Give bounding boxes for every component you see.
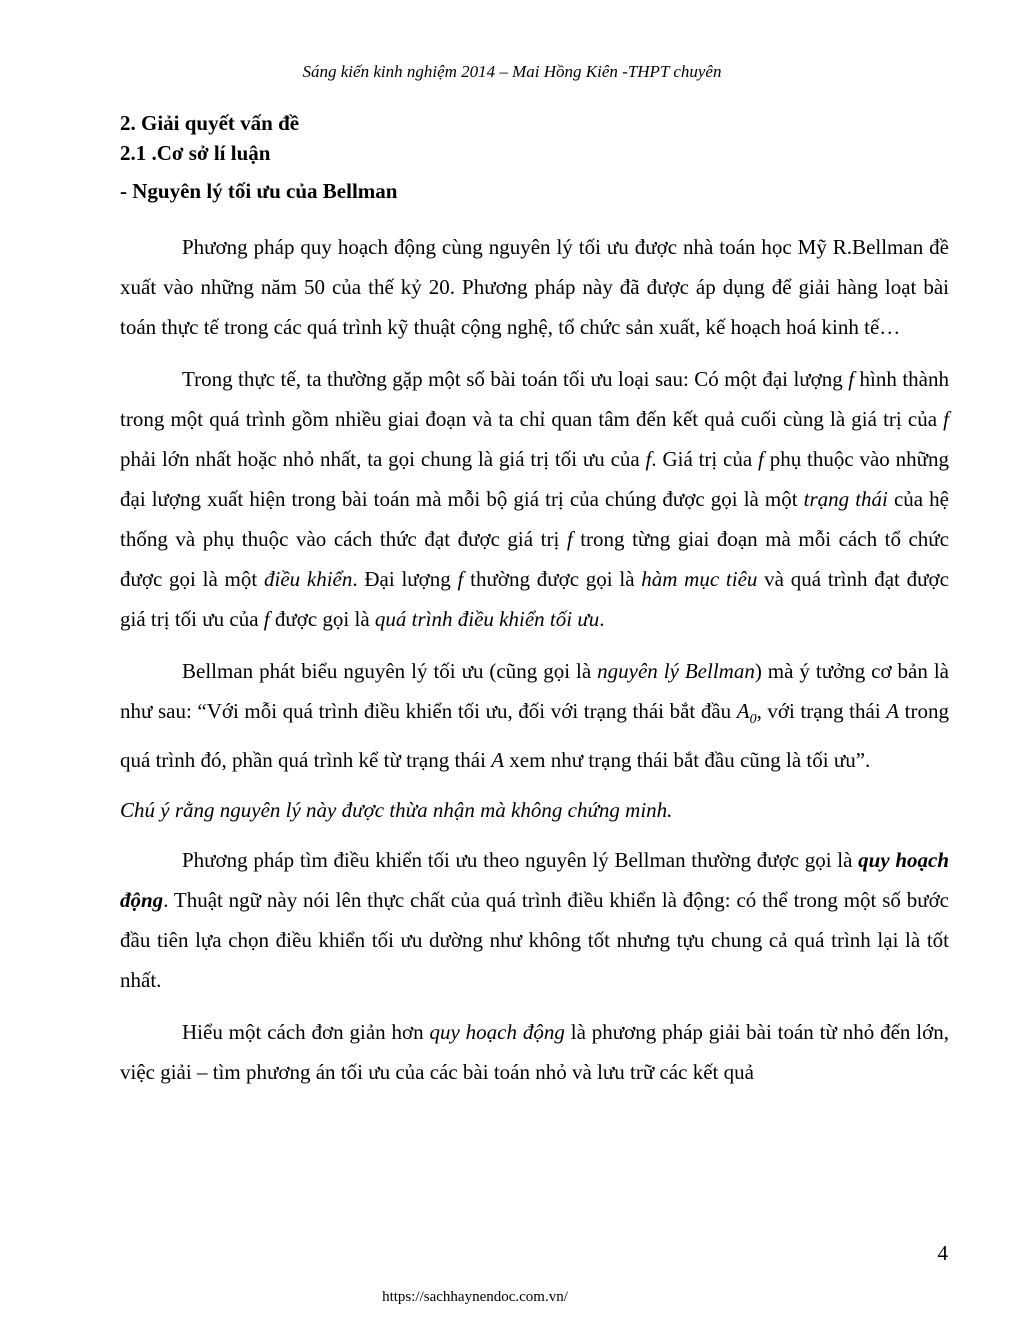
var-f: f — [263, 607, 270, 631]
text-run: Trong thực tế, ta thường gặp một số bài toán tối ưu loại sau: Có một đại lượng — [182, 367, 849, 391]
var-f: f — [758, 447, 764, 471]
text-run: ) mà ý tưởng cơ bản là như sau: “Với mỗi quá trình điều khiển tối ưu, đối với trạng thái bắt đầu — [120, 659, 950, 723]
term-quy-hoach-dong: quy hoạch động — [120, 848, 949, 913]
text-run: được gọi là — [269, 607, 375, 631]
text-run: . Thuật ngữ này nói lên thực chất của quá trình điều khiển là động: có thể trong một số bước đầu tiên lựa chọn điều khiển tối ưu dường như không tốt nhưng tựu chung cả quá trình lại là tốt nhất. — [120, 888, 949, 993]
paragraph-intro: Phương pháp quy hoạch động cùng nguyên lý tối ưu được nhà toán học Mỹ R.Bellman đề xuất vào những năm 50 của thế kỷ 20. Phương pháp này đã được áp dụng để giải hàng loạt bài toán thực tế trong các quá trình kỹ thuật cộng nghệ, tổ chức sản xuất, kế hoạch hoá kinh tế… — [120, 235, 949, 339]
subscript-zero: 0 — [749, 712, 757, 728]
var-f: f — [645, 447, 652, 471]
var-a — [736, 699, 757, 728]
page-header: Sáng kiến kinh nghiệm 2014 – Mai Hồng Kiên -THPT chuyên — [302, 62, 722, 81]
topic-heading: - Nguyên lý tối ưu của Bellman — [120, 179, 398, 203]
var-f: f — [848, 367, 855, 391]
text-run: là phương pháp giải bài toán từ nhỏ đến lớn, việc giải – tìm phương án tối ưu của các bài toán nhỏ và lưu trữ các kết quả — [120, 1020, 949, 1085]
text-run: Phương pháp tìm điều khiển tối ưu theo nguyên lý Bellman thường được gọi là — [182, 848, 859, 873]
text-run: Bellman phát biểu nguyên lý tối ưu (cũng gọi là — [182, 659, 598, 683]
text-run: trong từng giai đoạn mà mỗi cách tổ chức được gọi là một — [120, 527, 950, 591]
paragraph-bellman — [120, 651, 949, 780]
text-run: , với trạng thái — [756, 699, 887, 723]
term-dieu-khien: điều khiển — [263, 567, 353, 591]
text-run: thường được gọi là — [463, 567, 642, 591]
term-nguyen-ly-bellman: nguyên lý Bellman — [597, 659, 755, 683]
text-run: . — [599, 607, 605, 631]
text-run: . Đại lượng — [352, 567, 458, 591]
paragraph-dynamic-programming — [120, 840, 949, 1000]
document-body — [120, 108, 949, 1092]
term-ham-muc-tieu: hàm mục tiêu — [641, 567, 758, 591]
paragraph-problem — [120, 359, 949, 639]
text-run: hình thành trong một quá trình gồm nhiều giai đoạn và ta chỉ quan tâm đến kết quả cuối cùng là giá trị của — [120, 367, 949, 431]
page-number: 4 — [937, 1241, 948, 1265]
term-qua-trinh-dieu-khien: quá trình điều khiển tối ưu — [374, 607, 600, 631]
var-f: f — [943, 407, 949, 431]
subsection-heading: 2.1 .Cơ sở lí luận — [120, 141, 271, 165]
var-a-letter: A — [736, 699, 750, 723]
text-run: và quá trình đạt được giá trị tối ưu của — [120, 567, 949, 631]
term-quy-hoach-dong: quy hoạch động — [429, 1020, 565, 1045]
text-run: của hệ thống và phụ thuộc vào cách thức đạt được giá trị — [120, 487, 949, 551]
footer-url[interactable]: https://sachhaynendoc.com.vn/ — [382, 1289, 568, 1305]
text-run: phải lớn nhất hoặc nhỏ nhất, ta gọi chung là giá trị tối ưu của — [120, 447, 646, 471]
text-run: phụ thuộc vào những đại lượng xuất hiện trong bài toán mà mỗi bộ giá trị của chúng được gọi là một — [120, 447, 950, 511]
text-run: . Giá trị của — [651, 447, 759, 471]
var-a: A — [886, 699, 900, 723]
var-f: f — [457, 567, 464, 591]
var-a: A — [491, 748, 505, 773]
section-heading: 2. Giải quyết vấn đề — [120, 111, 300, 135]
term-trang-thai: trạng thái — [803, 487, 888, 511]
text-run: Hiểu một cách đơn giản hơn — [182, 1020, 430, 1045]
text-run: xem như trạng thái bắt đầu cũng là tối ưu”. — [504, 748, 871, 773]
note-italic: Chú ý rằng nguyên lý này được thừa nhận mà không chứng minh. — [120, 798, 673, 823]
text-run: trong quá trình đó, phần quá trình kể từ trạng thái — [120, 699, 950, 773]
var-f: f — [566, 527, 573, 551]
paragraph-simple-explanation — [120, 1012, 949, 1092]
